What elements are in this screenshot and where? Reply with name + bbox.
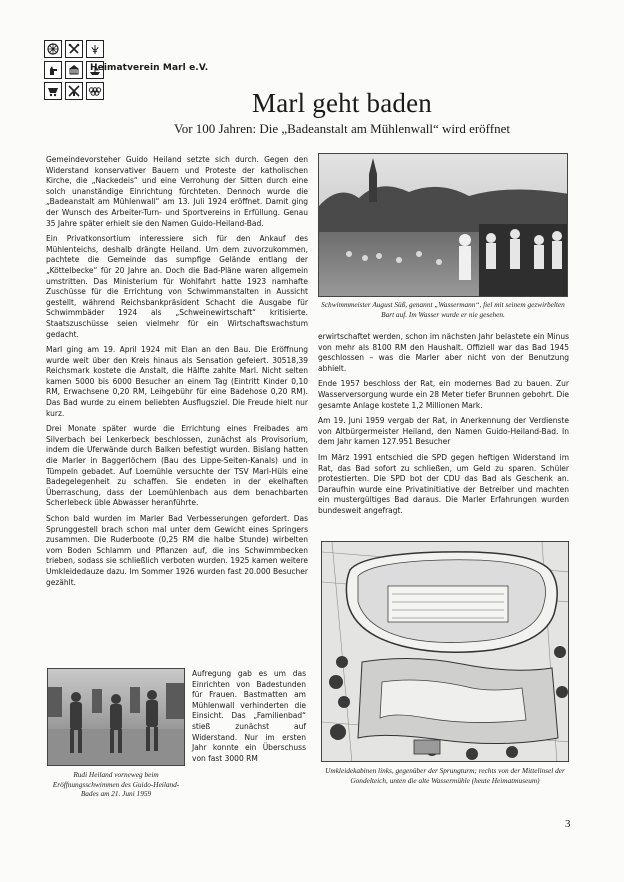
paragraph: Ein Privatkonsortium interessiere sich für den Ankauf des Mühlenteichs, deshalb drängte Heiland. Um dem zuvorzukommen, pachtete die Gemeinde das sumpfige Gelände entlang der „Köttelbecke“ für 20 Jahre an. Doch die Bad-Pläne waren allgemein umstritten. Das Ministerium für Wohlfahrt hatte 1923 namhafte Zuschüsse für die Errichtung von Schwimmanstalten in Aussicht gestellt, während Reichsbankpräsident Schacht die Ausgabe für Schwimmbäder 1924 als „Schweinewirtschaft“ kritisierte. Staatszuschüsse seien vielmehr für ein Wirtschaftswachstum gedacht. xyxy=(46,234,308,339)
paragraph: Am 19. Juni 1959 vergab der Rat, in Anerkennung der Verdienste von Altbürgermeister Heiland, den Namen Guido-Heiland-Bad. In dem Jahr kamen 127.951 Besucher xyxy=(318,416,569,447)
inset-text xyxy=(192,669,306,764)
page-number: 3 xyxy=(565,818,571,830)
paragraph: Drei Monate später wurde die Errichtung eines Freibades am Silverbach bei Lenkerbeck beschlossen, zunächst als Provisorium, indem die Uferwände durch Balken befestigt wurden. Bislang hatten die Marler in Baggerlöchern (Bau des Lippe-Seiten-Kanals) und in Tümpeln gebadet. Auf Loemühle versuchte der TSV Marl-Hüls eine Badegelegenheit zu schaffen. Sie endeten in der ekelhaften Überraschung, dass der Loemühlenbach aus dem benachbarten Scherlebeck üble Abwasser heranführte. xyxy=(46,424,308,508)
flower-icon xyxy=(86,40,104,58)
paragraph: Marl ging am 19. April 1924 mit Elan an den Bau. Die Eröffnung wurde weit über den Kreis hinaus als Sensation gefeiert. 30518,39 Reichsmark kostete die Anstalt, die Hälfte zahlte Marl. Nicht selten kamen 5000 bis 6000 Besucher an einem Tag (Eintritt Kinder 0,10 RM, Erwachsene 0,20 RM, Leihgebühr für eine Badehose 0,20 RM). Das Bad wurde zu einem beliebten Ausflugsziel. Die Freude hielt nur kurz. xyxy=(46,345,308,418)
paragraph: Ende 1957 beschloss der Rat, ein modernes Bad zu bauen. Zur Wasserversorgung wurde ein 28 Meter tiefer Brunnen gebohrt. Die gesamte Anlage kostete 1,2 Millionen Mark. xyxy=(318,379,569,410)
building-icon xyxy=(65,61,83,79)
paragraph: Im März 1991 entschied die SPD gegen heftigen Widerstand im Rat, das Bad sofort zu schließen, um Geld zu sparen. Schüler protestierten. Die SPD bot der CDU das Bad als Geschenk an. Daraufhin wurde eine Privatinitiative der Betreiber und machten ein mustergültiges Bad daraus. Die Marler Erfahrungen wurden bundesweit angefragt. xyxy=(318,452,569,515)
org-name: Heimatverein Marl e.V. xyxy=(90,63,209,73)
drawing-caption: Umkleidekabinen links, gegenüber der Sprungturm; rechts von der Mittelinsel der Gondelteich, unten die alte Wassermühle (heute Heimatmuseum) xyxy=(325,766,565,785)
hand-icon xyxy=(44,61,62,79)
paragraph: Schon bald wurden im Marler Bad Verbesserungen gefordert. Das Sprunggestell brach schon mal unter dem Gewicht eines Springers zusammen. Die Ruderboote (0,25 RM die halbe Stunde) wirbelten vom Boden Schlamm und Pflanzen auf, die ins Schwimmbecken trieben, sodass sie schließlich verboten wurden. 1925 kamen weitere Umkleidedauze dazu. Im Sommer 1926 wurden fast 20.000 Besucher gezählt. xyxy=(46,514,308,587)
article-left-column xyxy=(46,155,308,593)
paragraph: erwirtschaftet werden, schon im nächsten Jahr belastete ein Minus von mehr als 8100 RM den Haushalt. Offiziell war das Bad 1945 geschlossen – was die Marler aber nicht von der Benutzung abhielt. xyxy=(318,332,569,373)
photo-caption: Rudi Heiland vorneweg beim Eröffnungsschwimmen des Guido-Heiland-Bades am 21. Juni 1959 xyxy=(52,770,180,799)
photo-caption: Schwimmmeister August Süß, genannt „Wassermann“, fiel mit seinem gezwirbelten Bart auf. Im Wasser wurde er nie gesehen. xyxy=(321,300,565,319)
page-title: Marl geht baden xyxy=(252,88,432,118)
paragraph: Aufregung gab es um das Einrichten von Badestunden für Frauen. Bastmatten am Mühlenwall verhinderten die Einsicht. Das „Familienbad“ stieß zunächst auf Widerstand. Nur im ersten Jahr konnte ein Überschuss von fast 3000 RM xyxy=(192,669,306,763)
tools-icon xyxy=(65,40,83,58)
swimmers-photo xyxy=(318,153,568,297)
bath-site-drawing xyxy=(321,541,569,762)
opening-swim-photo xyxy=(47,668,185,766)
paragraph: Gemeindevorsteher Guido Heiland setzte sich durch. Gegen den Widerstand konservativer Bauern und Proteste der katholischen Kirche, die „Nackedeis“ und eine Verrohung der Sitten durch eine solch unanständige Einrichtung fürchteten. Dennoch wurde die „Badeanstalt am Mühlenwall“ am 13. Juli 1924 eröffnet. Damit ging der Wunsch des Arbeiter-Turn- und Sportvereins in Erfüllung. Genau 35 Jahre später erhielt sie den Namen Guido-Heiland-Bad. xyxy=(46,155,308,228)
article-right-column xyxy=(318,332,569,522)
page-subtitle: Vor 100 Jahren: Die „Badeanstalt am Mühlenwall“ wird eröffnet xyxy=(174,121,510,136)
wheel-icon xyxy=(44,40,62,58)
